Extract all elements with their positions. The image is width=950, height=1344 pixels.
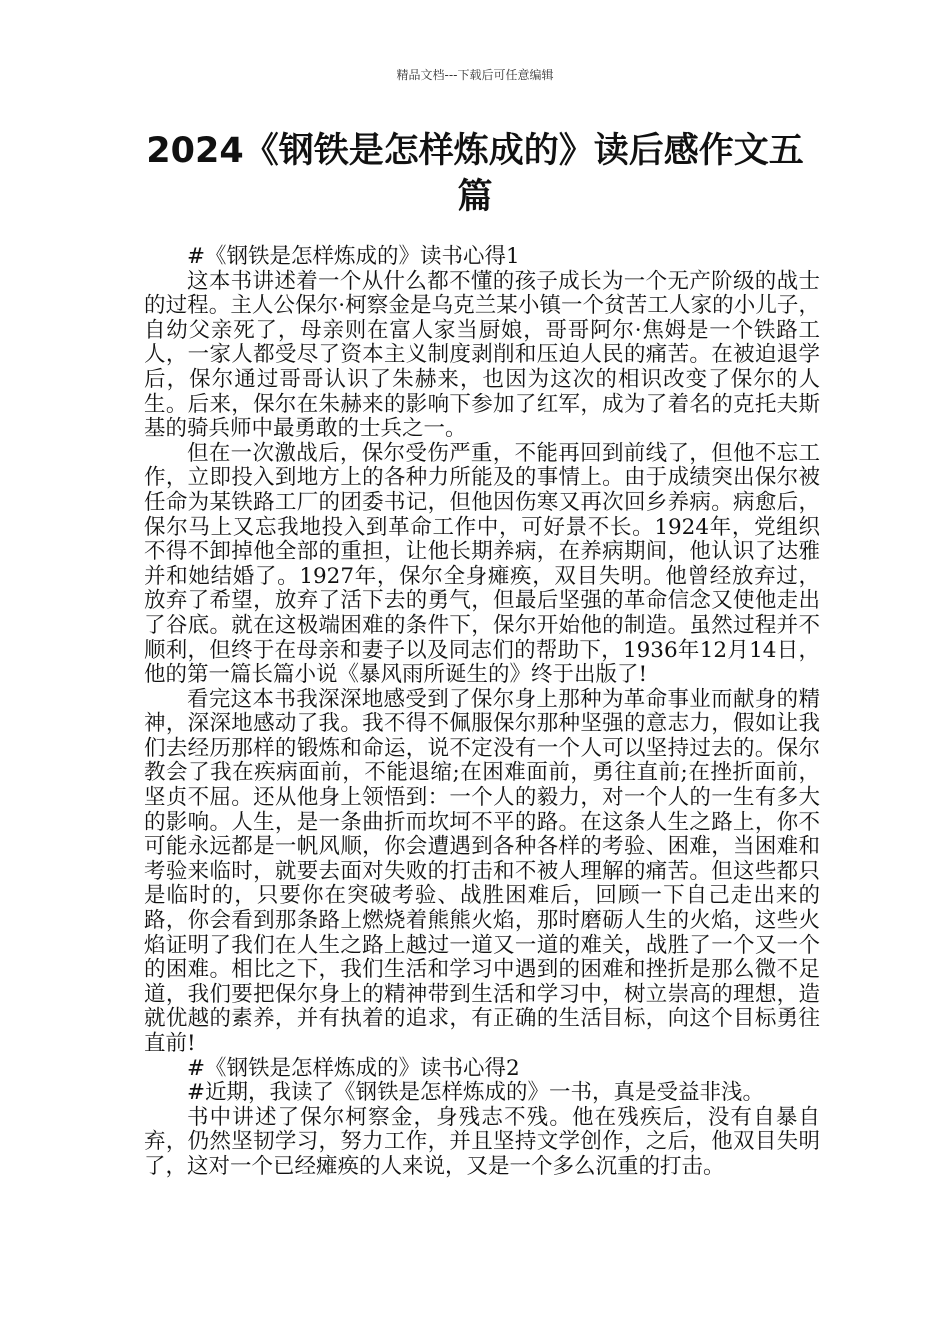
document-title: 2024《钢铁是怎样炼成的》读后感作文五篇 [146,131,804,217]
section-heading-2: #《钢铁是怎样炼成的》读书心得2 [187,1055,520,1081]
document-body [144,245,820,1180]
body-paragraph: #近期，我读了《钢铁是怎样炼成的》一书，真是受益非浅。 [187,1080,765,1106]
body-paragraph: 书中讲述了保尔柯察金，身残志不残。他在残疾后，没有自暴自弃，仍然坚韧学习，努力工作，并且坚持文学创作，之后，他双目失明了，这对一个已经瘫痪的人来说，又是一个多么沉重的打击。 [144,1104,820,1179]
body-paragraph: 但在一次激战后，保尔受伤严重，不能再回到前线了，但他不忘工作，立即投入到地方上的各种力所能及的事情上。由于成绩突出保尔被任命为某铁路工厂的团委书记，但他因伤寒又再次回乡养病。病愈后，保尔马上又忘我地投入到革命工作中，可好景不长。1924年，党组织不得不卸掉他全部的重担，让他长期养病，在养病期间，他认识了达雅并和她结婚了。1927年，保尔全身瘫痪，双目失明。他曾经放弃过，放弃了希望，放弃了活下去的勇气，但最后坚强的革命信念又使他走出了谷底。就在这极端困难的条件下，保尔开始他的制造。虽然过程并不顺利，但终于在母亲和妻子以及同志们的帮助下，1936年12月14日，他的第一篇长篇小说《暴风雨所诞生的》终于出版了! [144,440,820,688]
section-heading-1: #《钢铁是怎样炼成的》读书心得1 [187,244,520,269]
body-paragraph: 看完这本书我深深地感受到了保尔身上那种为革命事业而献身的精神，深深地感动了我。我不得不佩服保尔那种坚强的意志力，假如让我们去经历那样的锻炼和命运，说不定没有一个人可以坚持过去的。保尔教会了我在疾病面前，不能退缩;在困难面前，勇往直前;在挫折面前，坚贞不屈。还从他身上领悟到：一个人的毅力，对一个人的一生有多大的影响。人生，是一条曲折而坎坷不平的路。在这条人生之路上，你不可能永远都是一帆风顺，你会遭遇到各种各样的考验、困难，当困难和考验来临时，就要去面对失败的打击和不被人理解的痛苦。但这些都只是临时的，只要你在突破考验、战胜困难后，回顾一下自己走出来的路，你会看到那条路上燃烧着熊熊火焰，那时磨砺人生的火焰，这些火焰证明了我们在人生之路上越过一道又一道的难关，战胜了一个又一个的困难。相比之下，我们生活和学习中遇到的困难和挫折是那么微不足道，我们要把保尔身上的精神带到生活和学习中，树立崇高的理想，造就优越的素养，并有执着的追求，有正确的生活目标，向这个目标勇往直前! [144,686,820,1056]
body-paragraph: 这本书讲述着一个从什么都不懂的孩子成长为一个无产阶级的战士的过程。主人公保尔·柯察金是乌克兰某小镇一个贫苦工人家的小儿子，自幼父亲死了，母亲则在富人家当厨娘，哥哥阿尔·焦姆是一个铁路工人，一家人都受尽了资本主义制度剥削和压迫人民的痛苦。在被迫退学后，保尔通过哥哥认识了朱赫来，也因为这次的相识改变了保尔的人生。后来，保尔在朱赫来的影响下参加了红军，成为了着名的克托夫斯基的骑兵师中最勇敢的士兵之一。 [144,268,820,442]
header-note: 精品文档---下载后可任意编辑 [396,68,554,82]
